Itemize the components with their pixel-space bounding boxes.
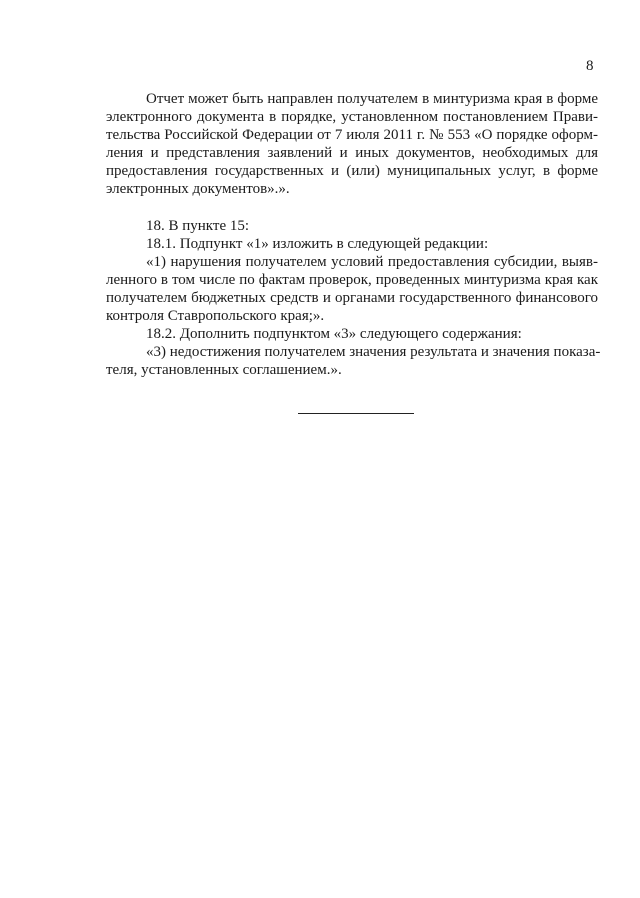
text-line: ленного в том числе по фактам проверок, проведенных минтуризма края как <box>106 271 598 288</box>
item-18 <box>106 217 601 380</box>
text-line: контроля Ставропольского края;». <box>106 308 325 325</box>
text-line: теля, установленных соглашением.». <box>106 362 342 379</box>
paragraph-report-submission <box>106 90 598 199</box>
item-18-1-heading: 18.1. Подпункт «1» изложить в следующей редакции: <box>146 235 489 252</box>
text-line: предоставления государственных и (или) муниципальных услуг, в форме <box>106 163 598 180</box>
document-body <box>106 90 601 379</box>
text-line: ления и представления заявлений и иных документов, необходимых для <box>106 145 598 162</box>
text-line: электронного документа в порядке, установленном постановлением Прави- <box>106 109 598 126</box>
text-line: тельства Российской Федерации от 7 июля 2011 г. № 553 «О порядке оформ- <box>106 127 598 144</box>
text-line: получателем бюджетных средств и органами государственного финансового <box>106 289 598 306</box>
end-separator-line <box>298 413 414 414</box>
text-line: электронных документов».». <box>106 181 290 198</box>
text-line: «1) нарушения получателем условий предоставления субсидии, выяв- <box>146 253 598 270</box>
item-18-2-heading: 18.2. Дополнить подпунктом «3» следующего содержания: <box>146 326 522 343</box>
text-line: «3) недостижения получателем значения результата и значения показа- <box>146 344 601 361</box>
item-18-heading: 18. В пункте 15: <box>146 217 250 234</box>
page-number: 8 <box>586 58 594 74</box>
text-line: Отчет может быть направлен получателем в минтуризма края в форме <box>146 91 598 107</box>
